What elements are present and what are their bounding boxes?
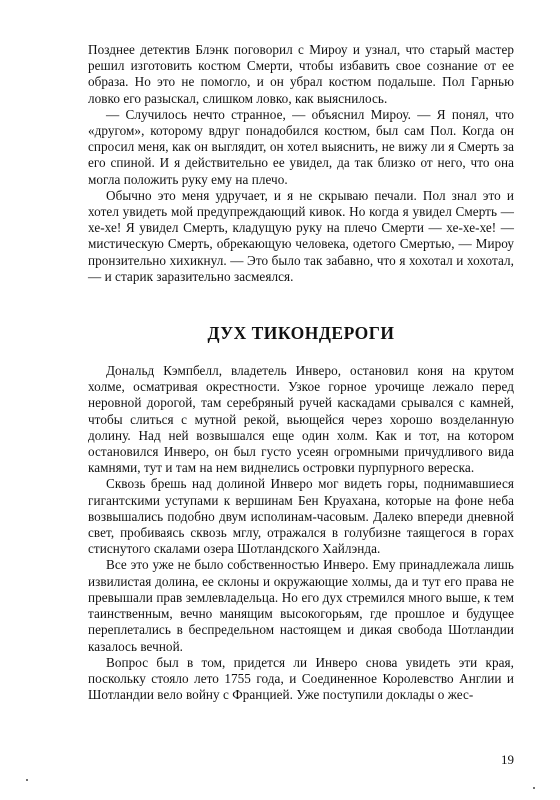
paragraph: Обычно это меня удручает, и я не скрываю печали. Пол знал это и хотел увидеть мой предупреждающий кивок. Но когда я увидел Смерть — хе-хе! Я увидел Смерть, кладущую руку на плечо Смерти — хе-хе-хе! — мистическую Смерть, обрекающую человека, одетого Смертью, — Мироу пронзительно хихикнул. — Это было так забавно, что я хохотал и хохотал, — и старик заразительно засмеялся.: [88, 187, 514, 284]
paragraph: Дональд Кэмпбелл, владетель Инверо, остановил коня на крутом холме, осматривая окрестности. Узкое горное урочище лежало перед неровной дорогой, там серебряный ручей каскадами срывался с камней, чтобы слиться с мутной рекой, вьющейся через хорошо возделанную долину. Над ней возвышался еще один холм. Как и тот, на котором остановился Инверо, он был густо усеян огромными причудливого вида камнями, тут и там на нем виднелись островки пурпурного вереска.: [88, 363, 514, 476]
paragraph: — Случилось нечто странное, — объяснил Мироу. — Я понял, что «другом», которому вдруг понадобился костюм, был сам Пол. Когда он спросил меня, как он выглядит, он хотел выяснить, не вижу ли я Смерть за его спиной. И я действительно ее увидел, да так близко от него, что она могла положить руку ему на плечо.: [88, 106, 514, 187]
paragraph: Позднее детектив Блэнк поговорил с Мироу и узнал, что старый мастер решил изготовить костюм Смерти, чтобы избавить свое сознание от ее образа. Но это не помогло, и он убрал костюм подальше. Пол Гарнью ловко его разыскал, слишком ловко, как выяснилось.: [88, 42, 514, 106]
page-number: 19: [501, 752, 514, 767]
paragraph: Сквозь брешь над долиной Инверо мог видеть горы, поднимавшиеся гигантскими уступами к вершинам Бен Круахана, которые на фоне неба возвышались подобно двум исполинам-часовым. Далеко впереди дневной свет, пробиваясь сквозь мглу, отражался в голубизне таящегося в горах стиснутого скалами озера Шотландского Хайлэнда.: [88, 476, 514, 557]
chapter-title: ДУХ ТИКОНДЕРОГИ: [207, 323, 395, 344]
page-body: [88, 42, 514, 703]
paragraph: Все это уже не было собственностью Инверо. Ему принадлежала лишь извилистая долина, ее склоны и окружающие холмы, да и тут его права не превышали прав землевладельца. Но его дух стремился много выше, к тем таинственным, вечно манящим высокогорьям, где прошлое и будущее переплетались в беспредельном настоящем и дикая свобода Шотландии казалось вечной.: [88, 557, 514, 654]
scan-speck: [26, 779, 28, 781]
scan-speck: [533, 787, 535, 789]
paragraph: Вопрос был в том, придется ли Инверо снова увидеть эти края, поскольку стояло лето 1755 года, и Соединенное Королевство Англии и Шотландии вело войну с Францией. Уже поступили доклады о жес-: [88, 654, 514, 703]
